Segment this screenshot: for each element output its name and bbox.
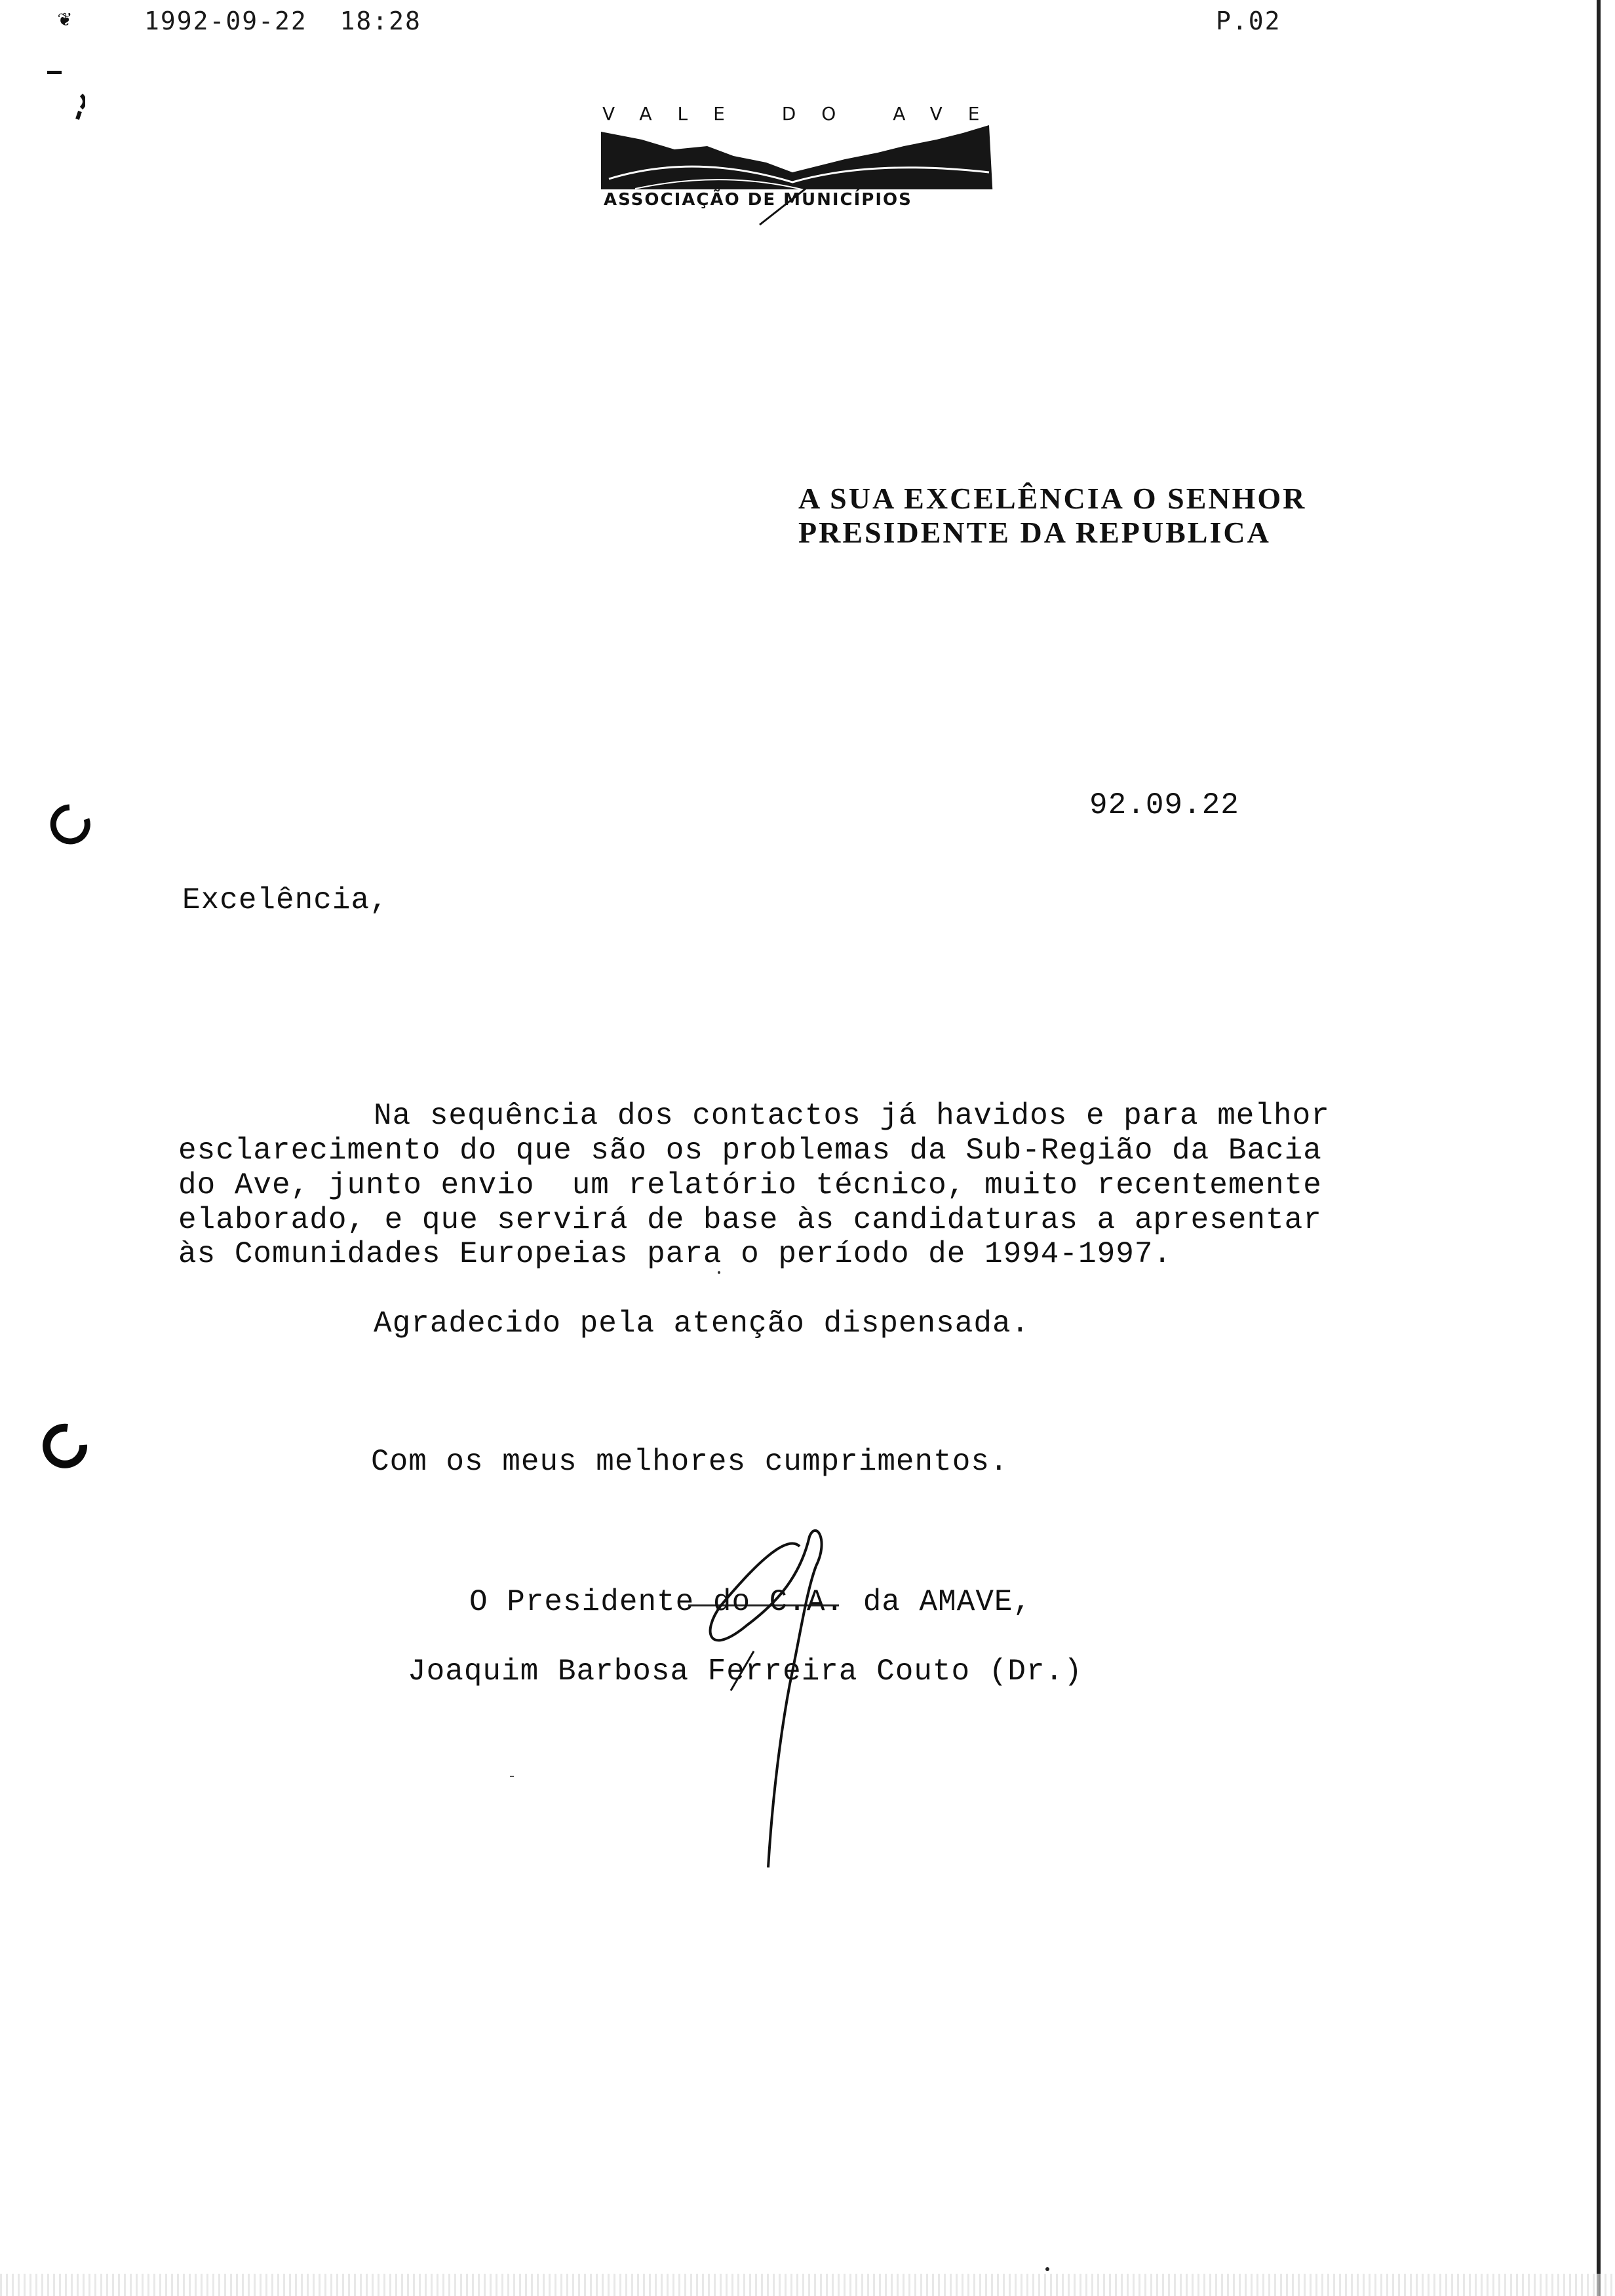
letter-date: 92.09.22 <box>1089 788 1239 822</box>
thanks-line: Agradecido pela atenção dispensada. <box>374 1307 1030 1341</box>
fax-page-number: P.02 <box>1216 7 1281 35</box>
speck <box>510 1776 514 1777</box>
margin-mark-icon <box>46 66 85 138</box>
logo-subtitle-text: ASSOCIAÇÃO DE MUNICÍPIOS <box>604 190 913 210</box>
punch-hole-icon <box>46 799 98 852</box>
speck <box>718 1271 720 1274</box>
logo-title-text: VALE DO AVE <box>602 103 1003 124</box>
addressee-line-1: A SUA EXCELÊNCIA O SENHOR <box>798 482 1307 515</box>
handwritten-signature-icon <box>675 1527 846 1881</box>
body-line: elaborado, e que servirá de base às candidaturas a apresentar <box>178 1203 1322 1237</box>
signatory-title: O Presidente do C.A. da AMAVE, <box>469 1585 1032 1619</box>
scan-noise <box>0 2274 1615 2296</box>
closing-line: Com os meus melhores cumprimentos. <box>371 1445 1009 1479</box>
body-line: do Ave, junto envio um relatório técnico, muito recentemente <box>178 1168 1322 1202</box>
letterhead-logo <box>583 88 1003 220</box>
speck <box>1045 2267 1049 2271</box>
body-line: esclarecimento do que são os problemas da Sub-Região da Bacia <box>178 1134 1322 1168</box>
fax-datetime: 1992-09-22 18:28 <box>144 7 421 35</box>
punch-hole-icon <box>36 1419 95 1478</box>
body-line: às Comunidades Europeias para o período de 1994-1997. <box>178 1237 1173 1271</box>
signatory-name: Joaquim Barbosa Ferreira Couto (Dr.) <box>408 1655 1083 1689</box>
salutation: Excelência, <box>182 883 389 917</box>
fax-mark-icon: ❦ <box>58 8 71 33</box>
page-edge <box>1597 0 1601 2296</box>
addressee-line-2: PRESIDENTE DA REPUBLICA <box>798 516 1271 549</box>
body-line: Na sequência dos contactos já havidos e para melhor <box>374 1099 1330 1133</box>
